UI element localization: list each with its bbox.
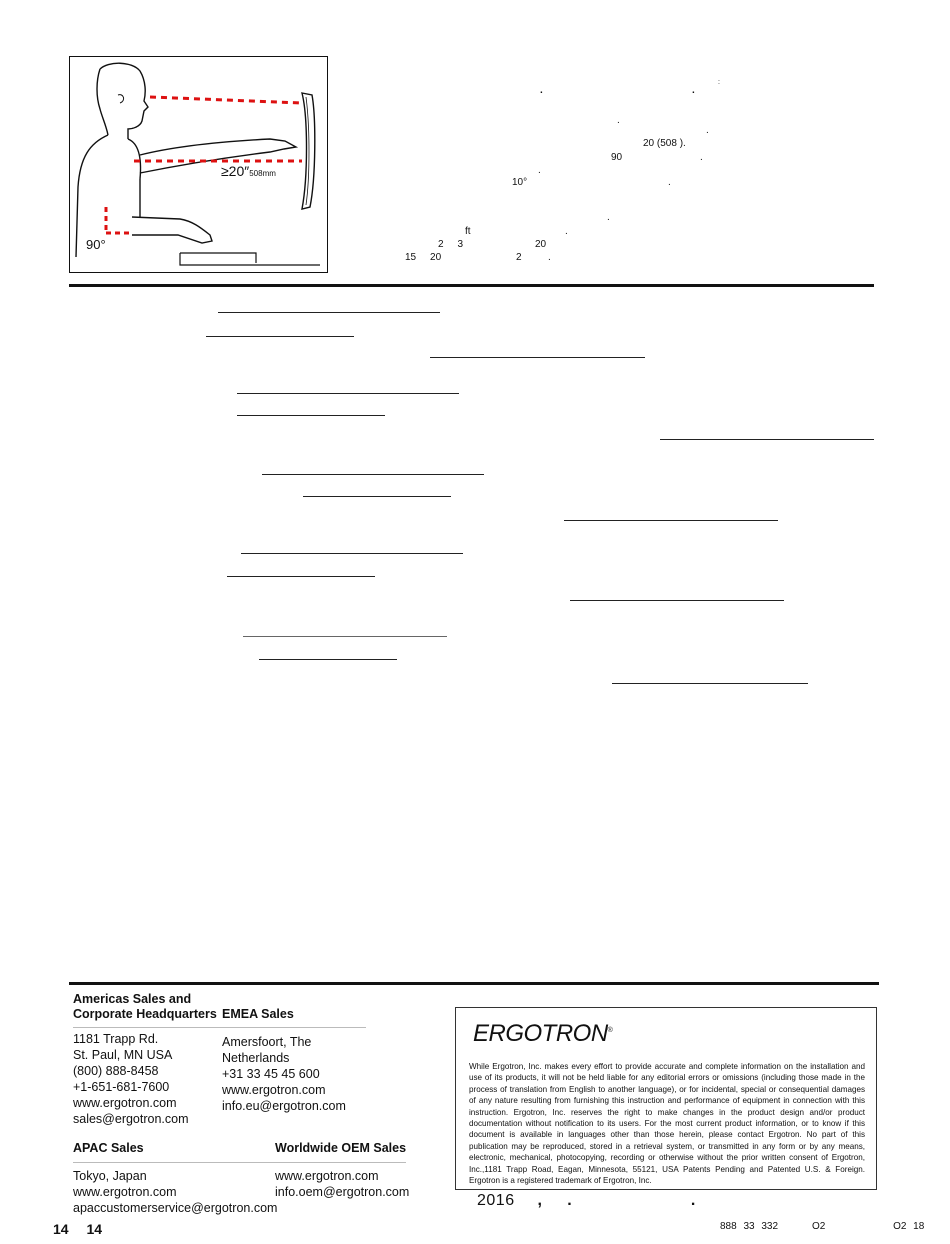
link-underline[interactable] — [218, 312, 440, 313]
apac-address: Tokyo, Japan — [73, 1169, 147, 1183]
oem-email-link[interactable]: info.oem@ergotron.com — [275, 1185, 410, 1199]
oem-contact — [275, 1141, 410, 1200]
link-underline[interactable] — [237, 393, 459, 394]
emea-heading: EMEA Sales — [222, 1007, 294, 1021]
contact-separator — [73, 1162, 406, 1163]
emea-web-link[interactable]: www.ergotron.com — [222, 1083, 326, 1097]
page-number: 14 14 — [53, 1221, 103, 1237]
link-underline[interactable] — [660, 439, 874, 440]
text-fragment: . — [617, 115, 620, 126]
min-distance-label: ≥20″508mm — [221, 163, 276, 179]
footer-divider — [69, 982, 879, 985]
text-fragment: . — [538, 165, 541, 176]
text-fragment: . — [700, 152, 703, 163]
apac-heading: APAC Sales — [73, 1141, 144, 1155]
disclaimer-box — [455, 1007, 877, 1190]
text-fragment: . — [706, 125, 709, 136]
oem-heading: Worldwide OEM Sales — [275, 1141, 407, 1155]
apac-email-link[interactable]: apaccustomerservice@ergotron.com — [73, 1201, 278, 1215]
link-underline[interactable] — [570, 600, 784, 601]
americas-email-link[interactable]: sales@ergotron.com — [73, 1112, 189, 1126]
americas-heading-1: Americas Sales and — [73, 992, 192, 1006]
ergotron-logo: ERGOTRON® — [473, 1020, 613, 1047]
copyright-year: 2016 — [477, 1192, 515, 1209]
link-underline[interactable] — [206, 336, 354, 337]
document-code: 888 33 332 O2 O2 18 — [720, 1221, 925, 1232]
angle-value: 90 — [611, 152, 623, 163]
link-underline[interactable] — [564, 520, 778, 521]
americas-web-link[interactable]: www.ergotron.com — [73, 1096, 177, 1110]
americas-address-2: St. Paul, MN USA — [73, 1048, 173, 1062]
emea-contact — [222, 1007, 372, 1114]
link-underline[interactable] — [243, 636, 447, 637]
contact-separator — [73, 1027, 366, 1028]
americas-phone-1: (800) 888-8458 — [73, 1064, 159, 1078]
text-fragment: . — [607, 212, 610, 223]
link-underline[interactable] — [259, 659, 397, 660]
copyright-line — [477, 1192, 696, 1210]
link-underline[interactable] — [430, 357, 645, 358]
text-fragment: . — [540, 85, 543, 96]
text-fragment: 20 — [535, 239, 547, 250]
text-fragment: . — [668, 177, 671, 188]
americas-heading-2: Corporate Headquarters — [73, 1007, 217, 1021]
link-underline[interactable] — [227, 576, 375, 577]
apac-contact — [73, 1141, 278, 1216]
text-fragment: . — [548, 252, 551, 263]
last-values: 15 20 — [405, 252, 442, 263]
emea-email-link[interactable]: info.eu@ergotron.com — [222, 1099, 346, 1113]
ergonomics-illustration — [69, 56, 328, 273]
emea-phone: +31 33 45 45 600 — [222, 1067, 320, 1081]
link-underline[interactable] — [237, 415, 385, 416]
oem-web-link[interactable]: www.ergotron.com — [275, 1169, 379, 1183]
time-values: 2 3 — [438, 239, 464, 250]
tilt-value: 10° — [512, 177, 528, 188]
apac-web-link[interactable]: www.ergotron.com — [73, 1185, 177, 1199]
link-underline[interactable] — [241, 553, 463, 554]
text-fragment: 2 — [516, 252, 522, 263]
link-underline[interactable] — [262, 474, 484, 475]
text-fragment: . — [565, 226, 568, 237]
americas-address-1: 1181 Trapp Rd. — [73, 1032, 159, 1046]
emea-address: Amersfoort, The Netherlands — [222, 1035, 312, 1065]
disclaimer-text: While Ergotron, Inc. makes every effort to provide accurate and complete information on the installation and use of its products, it will not be held liable for any editorial errors or omissions (including those made in the process of translation from English to another language), or for incidental, special or consequential damages of any nature resulting from furnishing this instruction and performance of equipment in connection with this instruction. Ergotron, Inc. reserves the right to make changes in the product design and/or product documentation without notification to its users. For the most current product information, or to know if this document is available in languages other than those herein, please contact Ergotron. No part of this publication may be reproduced, stored in a retrieval system, or transmitted in any form or by any means, electronic, mechanical, photocopying, recording or otherwise without the prior written consent of Ergotron, Inc.,1181 Trapp Road, Eagan, Minnesota, 55121, USA Patents Pending and Patented U.S. & Foreign. Ergotron is a registered trademark of Ergotron, Inc. — [469, 1062, 865, 1186]
text-fragment: ft — [465, 226, 471, 237]
elbow-angle-label: 90° — [86, 237, 106, 252]
americas-contact — [73, 992, 218, 1127]
copyright-marks: , . . — [537, 1192, 696, 1209]
distance-value: 20 (508 ). — [643, 138, 686, 149]
link-underline[interactable] — [303, 496, 451, 497]
text-fragment: : — [718, 79, 720, 86]
section-divider — [69, 284, 874, 287]
text-fragment: . — [692, 85, 695, 96]
link-underline[interactable] — [612, 683, 808, 684]
americas-phone-2: +1-651-681-7600 — [73, 1080, 170, 1094]
